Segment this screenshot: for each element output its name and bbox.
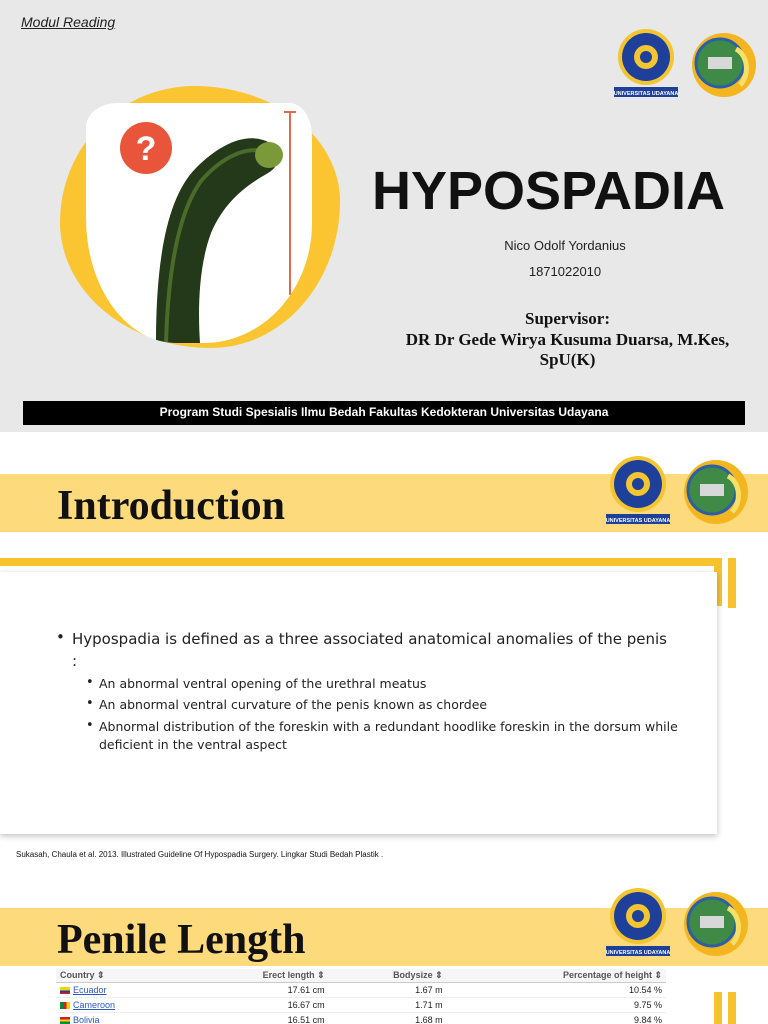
university-logo bbox=[614, 27, 678, 103]
flag-icon bbox=[60, 1002, 70, 1009]
university-logo bbox=[606, 454, 670, 530]
sub-bullet-2: An abnormal ventral curvature of the penis known as chordee bbox=[99, 697, 488, 712]
table-row bbox=[56, 1013, 666, 1024]
sub-bullet-dot: • bbox=[86, 718, 94, 733]
introduction-heading: Introduction bbox=[57, 483, 285, 529]
column-header-country[interactable]: Country ⇕ bbox=[56, 969, 185, 983]
main-bullet-text: Hypospadia is defined as a three associated anatomical anomalies of the penis : bbox=[72, 630, 667, 670]
erect-length-cell: 16.67 cm bbox=[185, 998, 329, 1013]
erect-length-cell: 17.61 cm bbox=[185, 983, 329, 998]
reference-citation: Sukasah, Chaula et al. 2013. Illustrated Guideline Of Hypospadia Surgery. Lingkar Studi Bedah Plastik . bbox=[16, 850, 384, 859]
table-row bbox=[56, 983, 666, 998]
supervisor-name: DR Dr Gede Wirya Kusuma Duarsa, M.Kes, bbox=[405, 330, 730, 349]
bodysize-cell: 1.71 m bbox=[329, 998, 447, 1013]
sub-bullet-3: Abnormal distribution of the foreskin with a redundant hoodlike foreskin in the dorsum while deficient in the ventral aspect bbox=[99, 719, 678, 752]
program-emblem-logo bbox=[678, 886, 754, 962]
author-name: Nico Odolf Yordanius bbox=[504, 238, 626, 253]
flag-icon bbox=[60, 1017, 70, 1024]
modul-reading-label: Modul Reading bbox=[21, 14, 116, 30]
table-row bbox=[56, 998, 666, 1013]
svg-text:UNIVERSITAS UDAYANA: UNIVERSITAS UDAYANA bbox=[606, 518, 670, 524]
question-mark: ? bbox=[135, 130, 157, 168]
presentation-title: HYPOSPADIA bbox=[372, 161, 726, 221]
country-link[interactable]: Bolivia bbox=[56, 1013, 185, 1024]
author-id: 1871022010 bbox=[528, 264, 602, 279]
sub-bullet-dot: • bbox=[86, 675, 94, 690]
percentage-cell: 9.75 % bbox=[447, 998, 666, 1013]
erect-length-cell: 16.51 cm bbox=[185, 1013, 329, 1024]
penile-length-heading: Penile Length bbox=[57, 917, 306, 963]
university-logo bbox=[606, 886, 670, 962]
bullet-dot: • bbox=[56, 628, 65, 646]
accent-line-vertical-2 bbox=[728, 992, 736, 1024]
penile-length-slide bbox=[0, 872, 768, 1024]
supervisor-title: SpU(K) bbox=[539, 350, 596, 369]
bodysize-cell: 1.68 m bbox=[329, 1013, 447, 1024]
bodysize-cell: 1.67 m bbox=[329, 983, 447, 998]
accent-line-top bbox=[0, 558, 722, 566]
column-header-bodysize[interactable]: Bodysize ⇕ bbox=[329, 969, 447, 983]
svg-text:UNIVERSITAS UDAYANA: UNIVERSITAS UDAYANA bbox=[614, 91, 678, 97]
penile-length-table bbox=[56, 969, 666, 1024]
introduction-slide bbox=[0, 432, 768, 872]
country-link[interactable]: Ecuador bbox=[56, 983, 185, 998]
percentage-cell: 9.84 % bbox=[447, 1013, 666, 1024]
column-header-percentage[interactable]: Percentage of height ⇕ bbox=[447, 969, 666, 983]
program-emblem-logo bbox=[678, 454, 754, 530]
flag-icon bbox=[60, 987, 70, 994]
title-slide bbox=[0, 0, 768, 432]
accent-line-vertical bbox=[714, 992, 722, 1024]
country-link[interactable]: Cameroon bbox=[56, 998, 185, 1013]
cucumber-illustration bbox=[86, 103, 312, 343]
sub-bullet-dot: • bbox=[86, 696, 94, 711]
sub-bullet-1: An abnormal ventral opening of the urethral meatus bbox=[99, 676, 427, 691]
program-banner: Program Studi Spesialis Ilmu Bedah Fakultas Kedokteran Universitas Udayana bbox=[23, 401, 745, 425]
accent-line-vertical-2 bbox=[728, 558, 736, 608]
program-emblem-logo bbox=[686, 27, 762, 103]
supervisor-label: Supervisor: bbox=[525, 309, 610, 328]
svg-text:UNIVERSITAS UDAYANA: UNIVERSITAS UDAYANA bbox=[606, 950, 670, 956]
percentage-cell: 10.54 % bbox=[447, 983, 666, 998]
column-header-erect-length[interactable]: Erect length ⇕ bbox=[185, 969, 329, 983]
